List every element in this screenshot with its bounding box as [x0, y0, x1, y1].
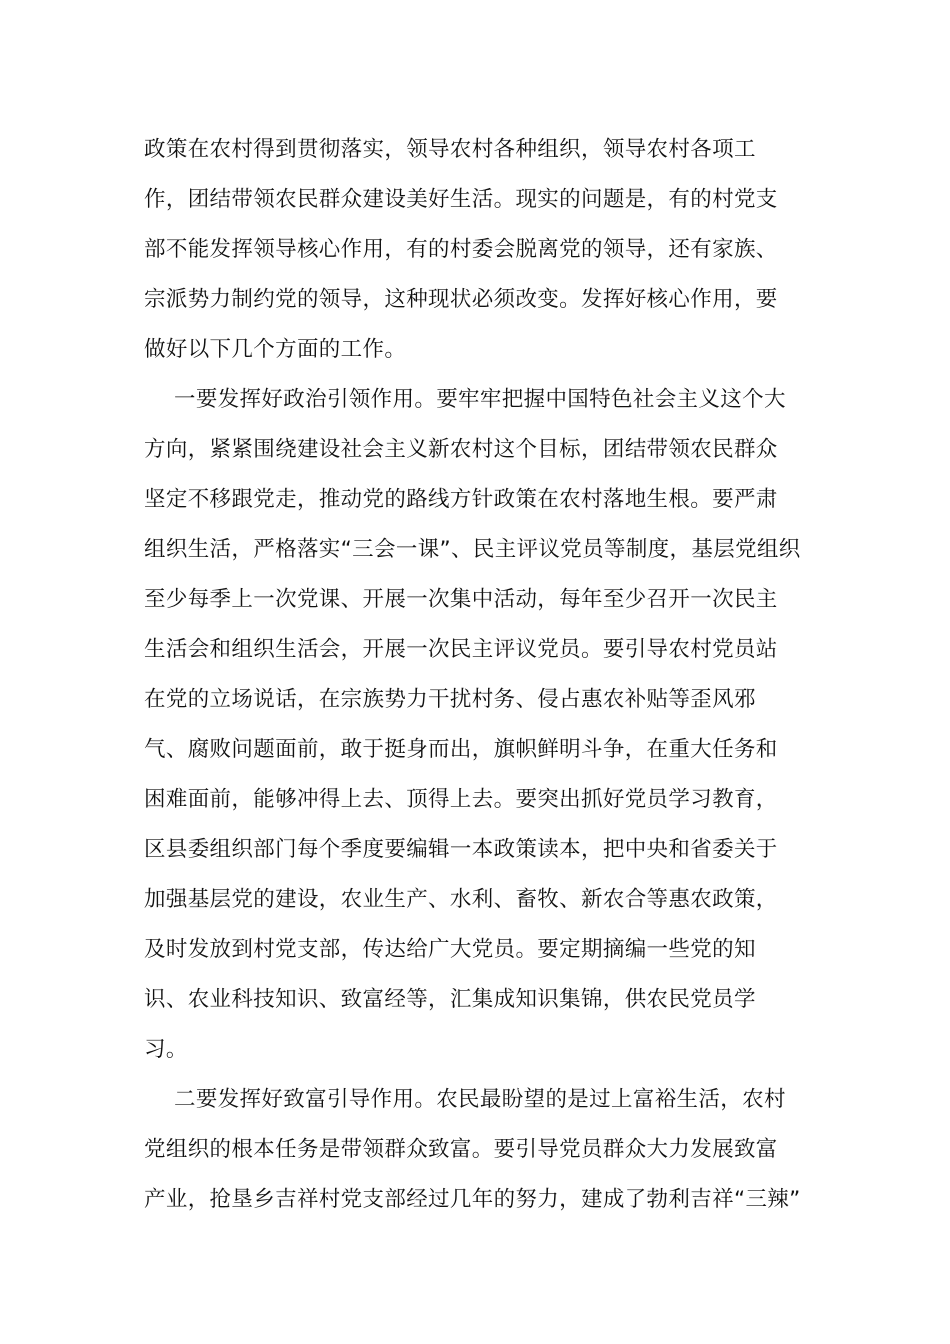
- text-line: 识、农业科技知识、致富经等，汇集成知识集锦，供农民党员学: [144, 987, 756, 1012]
- text-line: 做好以下几个方面的工作。: [144, 337, 407, 362]
- text-line: 气、腐败问题面前，敢于挺身而出，旗帜鲜明斗争，在重大任务和: [144, 737, 778, 762]
- text-line: 坚定不移跟党走，推动党的路线方针政策在农村落地生根。要严肃: [144, 487, 778, 512]
- text-line: 习。: [144, 1037, 188, 1062]
- text-line: 作，团结带领农民群众建设美好生活。现实的问题是，有的村党支: [144, 187, 778, 212]
- text-line: 及时发放到村党支部，传达给广大党员。要定期摘编一些党的知: [144, 937, 756, 962]
- text-line: 加强基层党的建设，农业生产、水利、畜牧、新农合等惠农政策，: [144, 887, 778, 912]
- text-line: 方向，紧紧围绕建设社会主义新农村这个目标，团结带领农民群众: [144, 437, 778, 462]
- text-line: 困难面前，能够冲得上去、顶得上去。要突出抓好党员学习教育，: [144, 787, 778, 812]
- text-line: 宗派势力制约党的领导，这种现状必须改变。发挥好核心作用，要: [144, 287, 778, 312]
- paragraph-start-line: 一要发挥好政治引领作用。要牢牢把握中国特色社会主义这个大: [174, 387, 786, 412]
- text-line: 部不能发挥领导核心作用，有的村委会脱离党的领导，还有家族、: [144, 237, 778, 262]
- text-line: 生活会和组织生活会，开展一次民主评议党员。要引导农村党员站: [144, 637, 778, 662]
- text-line: 至少每季上一次党课、开展一次集中活动，每年至少召开一次民主: [144, 587, 778, 612]
- text-line: 组织生活，严格落实“三会一课”、民主评议党员等制度，基层党组织: [144, 537, 801, 562]
- text-line: 区县委组织部门每个季度要编辑一本政策读本，把中央和省委关于: [144, 837, 778, 862]
- text-line: 产业，抢垦乡吉祥村党支部经过几年的努力，建成了勃利吉祥“三辣”: [144, 1187, 801, 1212]
- text-line: 在党的立场说话，在宗族势力干扰村务、侵占惠农补贴等歪风邪: [144, 687, 756, 712]
- paragraph-start-line: 二要发挥好致富引导作用。农民最盼望的是过上富裕生活，农村: [174, 1087, 786, 1112]
- text-line: 党组织的根本任务是带领群众致富。要引导党员群众大力发展致富: [144, 1137, 778, 1162]
- text-line: 政策在农村得到贯彻落实，领导农村各种组织，领导农村各项工: [144, 137, 756, 162]
